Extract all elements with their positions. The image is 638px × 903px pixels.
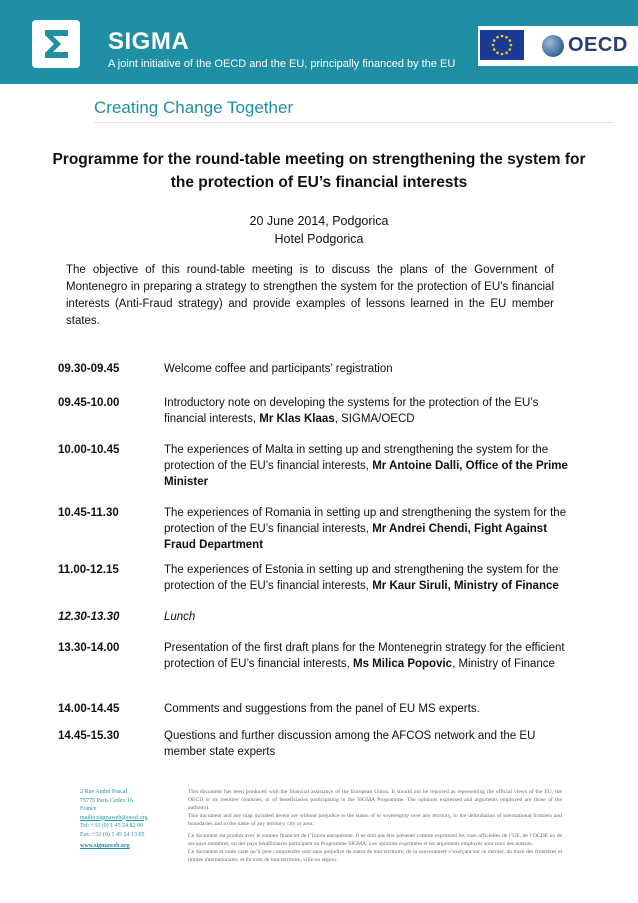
oecd-text: OECD	[568, 34, 628, 56]
footer-contact	[80, 788, 170, 851]
oecd-globe-icon	[542, 35, 564, 57]
partner-logos	[478, 26, 638, 66]
agenda-description: Lunch	[164, 611, 196, 623]
fax-line: Fax: +33 (0) 1 45 24 13 05	[80, 831, 145, 838]
header-banner	[0, 0, 638, 84]
address-line: 75775 Paris Cedex 16	[80, 797, 133, 804]
address-line: France	[80, 806, 97, 812]
brand-tagline: A joint initiative of the OECD and the EU, principally financed by the EU	[108, 58, 456, 70]
disclaimer-fr: Ce document est produit avec le soutien financier de l’Union européenne. Il ne doit pas être présenté comme exprimant les vues officielles de l’UE, de l’OCDE ou de ses pays membres, ou des pays bénéficiaires participant au Programme SIGMA. Les opinions exprimées et les arguments employés sont ceux des auteurs.	[188, 833, 562, 847]
speaker-name: Ms Milica Popovic	[353, 658, 453, 670]
meeting-date-venue	[40, 212, 598, 248]
document-title: Programme for the round-table meeting on strengthening the system for the protection of EU’s financial interests	[52, 151, 586, 191]
sigma-logo-icon	[32, 20, 80, 68]
meeting-venue: Hotel Podgorica	[274, 232, 364, 246]
sigma-logo	[32, 20, 80, 68]
agenda-description: Welcome coffee and participants’ registration	[164, 363, 393, 375]
disclaimer-en: This document and any map included herein are without prejudice to the status of or sovereignty over any territory, to the delimitation of international frontiers and boundaries and to the name of any territory, city or area.	[188, 813, 562, 827]
disclaimer-en: This document has been produced with the financial assistance of the European Union. It should not be reported as representing the official views of the EU, the OECD or its member countries, or of beneficiaries participating in the SIGMA Programme. The opinions expressed and arguments employed are those of the author(s).	[188, 789, 562, 811]
brand-name: SIGMA	[108, 28, 190, 55]
agenda-time: 14.45-15.30	[58, 730, 120, 742]
header-divider	[94, 122, 614, 123]
agenda-time: 09.30-09.45	[58, 363, 120, 375]
speaker-name: Mr Kaur Siruli, Ministry of Finance	[372, 580, 559, 592]
tel-line: Tel: +33 (0) 1 45 24 82 00	[80, 823, 144, 829]
agenda-time: 12.30-13.30	[58, 611, 120, 623]
agenda-time: 09.45-10.00	[58, 397, 120, 409]
agenda-description: Comments and suggestions from the panel of EU MS experts.	[164, 703, 480, 715]
agenda-description: The experiences of Estonia in setting up and strengthening the system for the protection of the EU’s financial interests, Mr Kaur Siruli, Ministry of Finance	[164, 564, 559, 592]
agenda-description: The experiences of Romania in setting up and strengthening the system for the protection of the EU’s financial interests, Mr Andrei Chendi, Fight Against Fraud Department	[164, 507, 567, 551]
speaker-name: Mr Andrei Chendi, Fight Against Fraud Department	[164, 523, 548, 551]
agenda-description: Presentation of the first draft plans for the Montenegrin strategy for the efficient protection of EU’s financial interests, Ms Milica Popovic, Ministry of Finance	[164, 642, 565, 670]
speaker-name: Mr Antoine Dalli, Office of the Prime Minister	[164, 460, 568, 488]
footer-disclaimer	[188, 788, 562, 868]
objective-paragraph: The objective of this round-table meeting is to discuss the plans of the Government of Montenegro in preparing a strategy to strengthen the system for the protection of EU’s financial interests (Anti-Fraud strategy) and provide examples of lessons learned in the EU member states.	[66, 264, 554, 327]
agenda-time: 10.00-10.45	[58, 444, 120, 456]
website-link[interactable]: www.sigmaweb.org	[80, 843, 130, 849]
agenda-time: 13.30-14.00	[58, 642, 120, 654]
agenda-description: The experiences of Malta in setting up and strengthening the system for the protection of the EU’s financial interests, Mr Antoine Dalli, Office of the Prime Minister	[164, 444, 568, 488]
meeting-date: 20 June 2014, Podgorica	[249, 214, 389, 228]
agenda-description: Questions and further discussion among the AFCOS network and the EU member state experts	[164, 730, 536, 758]
email-link[interactable]: mailto:sigmaweb@oecd.org	[80, 814, 148, 821]
eu-flag-icon	[480, 30, 524, 60]
speaker-name: Mr Klas Klaas	[259, 413, 335, 425]
agenda-time: 14.00-14.45	[58, 703, 120, 715]
creating-change-slogan: Creating Change Together	[94, 98, 294, 117]
address-line: 2 Rue André Pascal	[80, 789, 128, 795]
agenda-time: 11.00-12.15	[58, 564, 119, 576]
agenda-time: 10.45-11.30	[58, 507, 119, 519]
agenda-description: Introductory note on developing the systems for the protection of the EU’s financial interests, Mr Klas Klaas, SIGMA/OECD	[164, 397, 539, 425]
disclaimer-fr: Ce document et toute carte qu’il peut comprendre sont sans préjudice du statut de tout territoire, de la souveraineté s’exerçant sur ce dernier, du tracé des frontières et limites internationales, et du nom de tout territoire, ville ou région.	[188, 849, 562, 863]
